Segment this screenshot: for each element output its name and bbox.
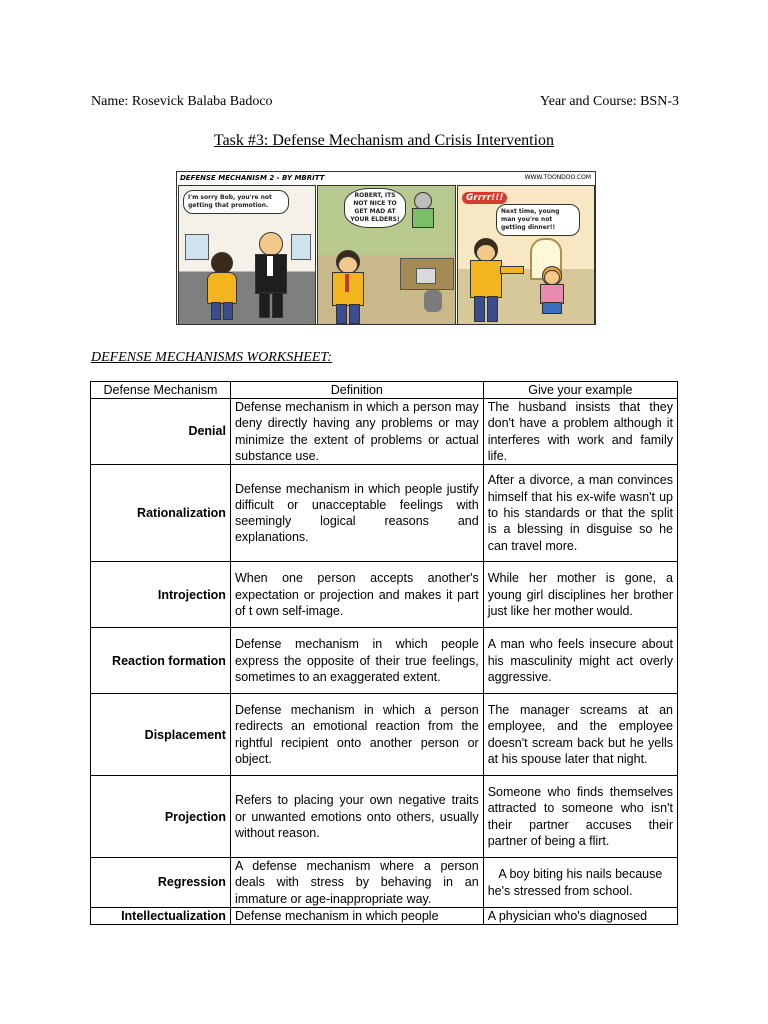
defense-mechanisms-table <box>90 381 678 925</box>
table-row <box>91 399 678 465</box>
table-row <box>91 908 678 925</box>
definition-cell: Defense mechanism in which people express the opposite of their true feelings, sometimes to an exaggerated extent. <box>230 628 483 694</box>
mechanism-cell: Rationalization <box>91 465 231 562</box>
speech-bubble-2: ROBERT, ITS NOT NICE TO GET MAD AT YOUR ELDERS! <box>344 188 406 228</box>
table-row <box>91 628 678 694</box>
student-name: Name: Rosevick Balaba Badoco <box>91 94 273 109</box>
worksheet-title: DEFENSE MECHANISMS WORKSHEET: <box>91 350 333 365</box>
comic-strip-image <box>176 171 596 325</box>
example-cell: After a divorce, a man convinces himself that his ex-wife wasn't up to his standards or that the split is a blessing in disguise so he can travel more. <box>483 465 677 562</box>
definition-cell: Defense mechanism in which a person may deny directly having any problems or may minimize the extent of problems or actual substance use. <box>230 399 483 465</box>
mechanism-cell: Intellectualization <box>91 908 231 925</box>
mechanism-cell: Introjection <box>91 562 231 628</box>
task-title: Task #3: Defense Mechanism and Crisis Intervention <box>213 132 555 149</box>
comic-panel-1 <box>178 185 316 325</box>
table-header-row <box>91 382 678 399</box>
column-header-mechanism: Defense Mechanism <box>91 382 231 399</box>
example-cell: A physician who's diagnosed <box>483 908 677 925</box>
mechanism-cell: Displacement <box>91 694 231 776</box>
definition-cell: A defense mechanism where a person deals with stress by behaving in an immature or age-inappropriate way. <box>230 858 483 908</box>
table-row <box>91 776 678 858</box>
example-cell: A man who feels insecure about his masculinity might act overly aggressive. <box>483 628 677 694</box>
table-row <box>91 562 678 628</box>
comic-panel-3 <box>457 185 595 325</box>
column-header-example: Give your example <box>483 382 677 399</box>
example-cell: The husband insists that they don't have a problem although it interferes with work and family life. <box>483 399 677 465</box>
speech-bubble-3: Next time, young man you're not getting dinner!! <box>496 204 580 236</box>
mechanism-cell: Denial <box>91 399 231 465</box>
comic-series-title: DEFENSE MECHANISM 2 - BY MBRITT <box>180 174 325 182</box>
mechanism-cell: Projection <box>91 776 231 858</box>
definition-cell: Refers to placing your own negative traits or unwanted emotions onto others, usually without reason. <box>230 776 483 858</box>
definition-cell: Defense mechanism in which people justify difficult or unacceptable feelings with seemingly logical reasons and explanations. <box>230 465 483 562</box>
definition-cell: Defense mechanism in which people <box>230 908 483 925</box>
definition-cell: Defense mechanism in which a person redirects an emotional reaction from the rightful recipient onto another person or object. <box>230 694 483 776</box>
example-cell: While her mother is gone, a young girl disciplines her brother just like her mother would. <box>483 562 677 628</box>
comic-site-credit: WWW.TOONDOO.COM <box>524 174 591 181</box>
year-and-course: Year and Course: BSN-3 <box>540 94 679 109</box>
comic-panel-2 <box>317 185 456 325</box>
column-header-definition: Definition <box>230 382 483 399</box>
example-cell: A boy biting his nails because he's stressed from school. <box>483 858 677 908</box>
example-cell: The manager screams at an employee, and the employee doesn't scream back but he yells at his spouse later that night. <box>483 694 677 776</box>
table-row <box>91 465 678 562</box>
example-cell: Someone who finds themselves attracted to someone who isn't their partner accuses their partner of being a flirt. <box>483 776 677 858</box>
definition-cell: When one person accepts another's expectation or projection and makes it part of t own self-image. <box>230 562 483 628</box>
table-row <box>91 694 678 776</box>
speech-bubble-1: I'm sorry Bob, you're not getting that promotion. <box>183 190 289 214</box>
mechanism-cell: Reaction formation <box>91 628 231 694</box>
mechanism-cell: Regression <box>91 858 231 908</box>
comic-exclamation: Grrrr!!! <box>462 192 507 204</box>
comic-header <box>177 172 595 184</box>
table-row <box>91 858 678 908</box>
